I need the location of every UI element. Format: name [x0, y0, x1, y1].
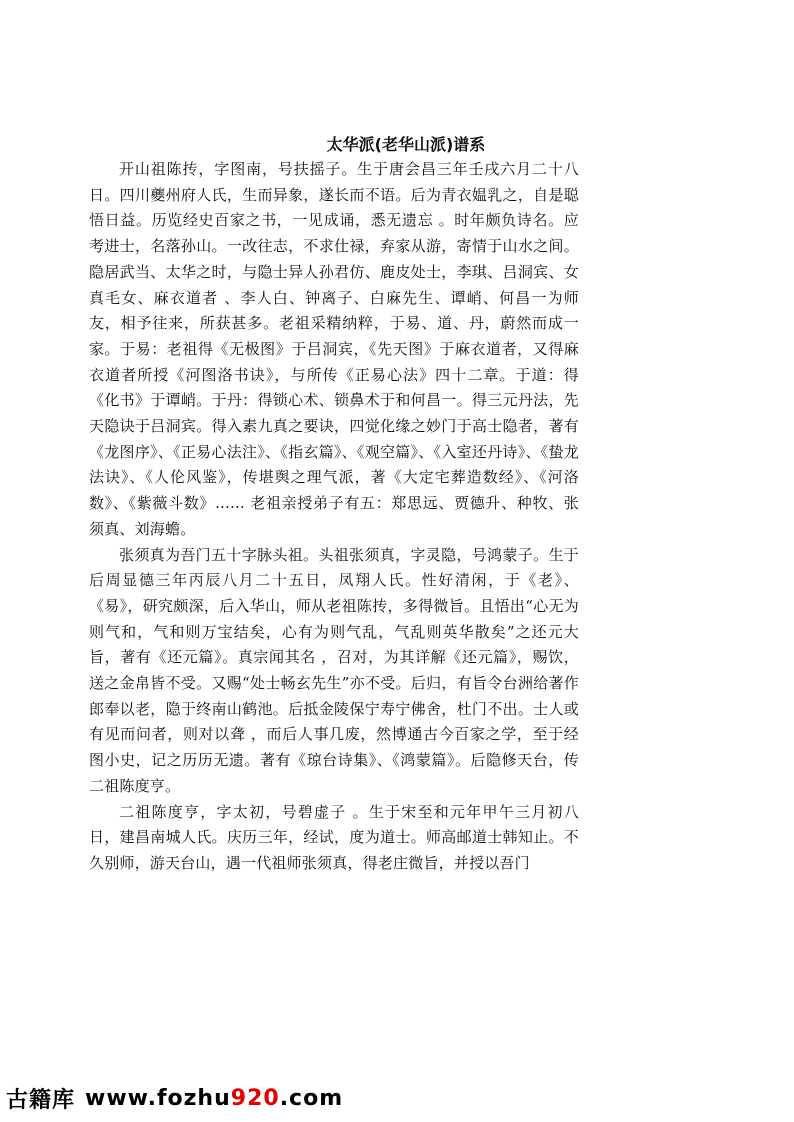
- paragraph-first-patriarch-zhang-xuzhen: 张须真为吾门五十字脉头祖。头祖张须真，字灵隐，号鸿蒙子。生于后周显德三年丙辰八月二十五日，凤翔人氏。性好清闲，于《老》、《易》，研究颇深，后入华山，师从老祖陈抟，多得微旨。且悟出“心无为则气和，气和则万宝结矣，心有为则气乱，气乱则英华散矣”之还元大旨，著有《还元篇》。真宗闻其名 ，召对，为其详解《还元篇》，赐饮，送之金帛皆不受。又赐“处士畅玄先生”亦不受。后归，有旨令台洲给著作郎奉以老，隐于终南山鹤池。后抵金陵保宁寿宁佛舍，杜门不出。士人或有见而问者，则对以聋 ，而后人事几废，然博通古今百家之学，至于经图小史，记之历历无遗。著有《琼台诗集》、《鸿蒙篇》。后隐修天台，传二祖陈度亨。: [89, 545, 579, 795]
- url-suffix: .com: [279, 1085, 344, 1111]
- watermark-footer: [6, 1083, 343, 1113]
- paragraph-second-patriarch-chen-duheng: 二祖陈度亨，字太初，号碧虚子 。生于宋至和元年甲午三月初八日，建昌南城人氏。庆历三年，经试，度为道士。师高邮道士韩知止。不久别师，游天台山，遇一代祖师张须真，得老庄微旨，并授以吾门: [89, 802, 579, 872]
- document-body: [89, 157, 579, 877]
- site-url[interactable]: [85, 1086, 343, 1111]
- url-accent: 920: [230, 1085, 280, 1111]
- url-prefix: www.fozhu: [85, 1085, 231, 1111]
- site-name: 古籍库: [6, 1087, 76, 1113]
- document-title: 太华派(老华山派)谱系: [326, 135, 486, 154]
- paragraph-founder-chen-tuan: 开山祖陈抟，字图南，号扶摇子。生于唐会昌三年壬戌六月二十八日。四川夔州府人氏，生而异象，遂长而不语。后为青衣媪乳之，自是聪悟日益。历览经史百家之书，一见成诵，悉无遗忘 。时年颇负诗名。应考进士，名落孙山。一改往志，不求仕禄，弃家从游，寄情于山水之间。隐居武当、太华之时，与隐士异人孙君仿、鹿皮处士，李琪、吕洞宾、女真毛女、麻衣道者 、李人白、钟离子、白麻先生、谭峭、何昌一为师友，相予往来，所获甚多。老祖采精纳粹，于易、道、丹，蔚然而成一家。于易：老祖得《无极图》于吕洞宾，《先天图》于麻衣道者，又得麻衣道者所授《河图洛书诀》，与所传《正易心法》四十二章。于道：得《化书》于谭峭。于丹：得锁心术、锁鼻术于和何昌一。得三元丹法，先天隐诀于吕洞宾。得入素九真之要诀，四觉化缘之妙门于高士隐者，著有《龙图序》、《正易心法注》、《指玄篇》、《观空篇》、《入室还丹诗》、《蛰龙法诀》、《人伦风鉴》，传堪舆之理气派，著《大定宅葬造数经》、《河洛数》、《紫薇斗数》...... 老祖亲授弟子有五：郑思远、贾德升、种牧、张须真、刘海蟾。: [89, 160, 579, 538]
